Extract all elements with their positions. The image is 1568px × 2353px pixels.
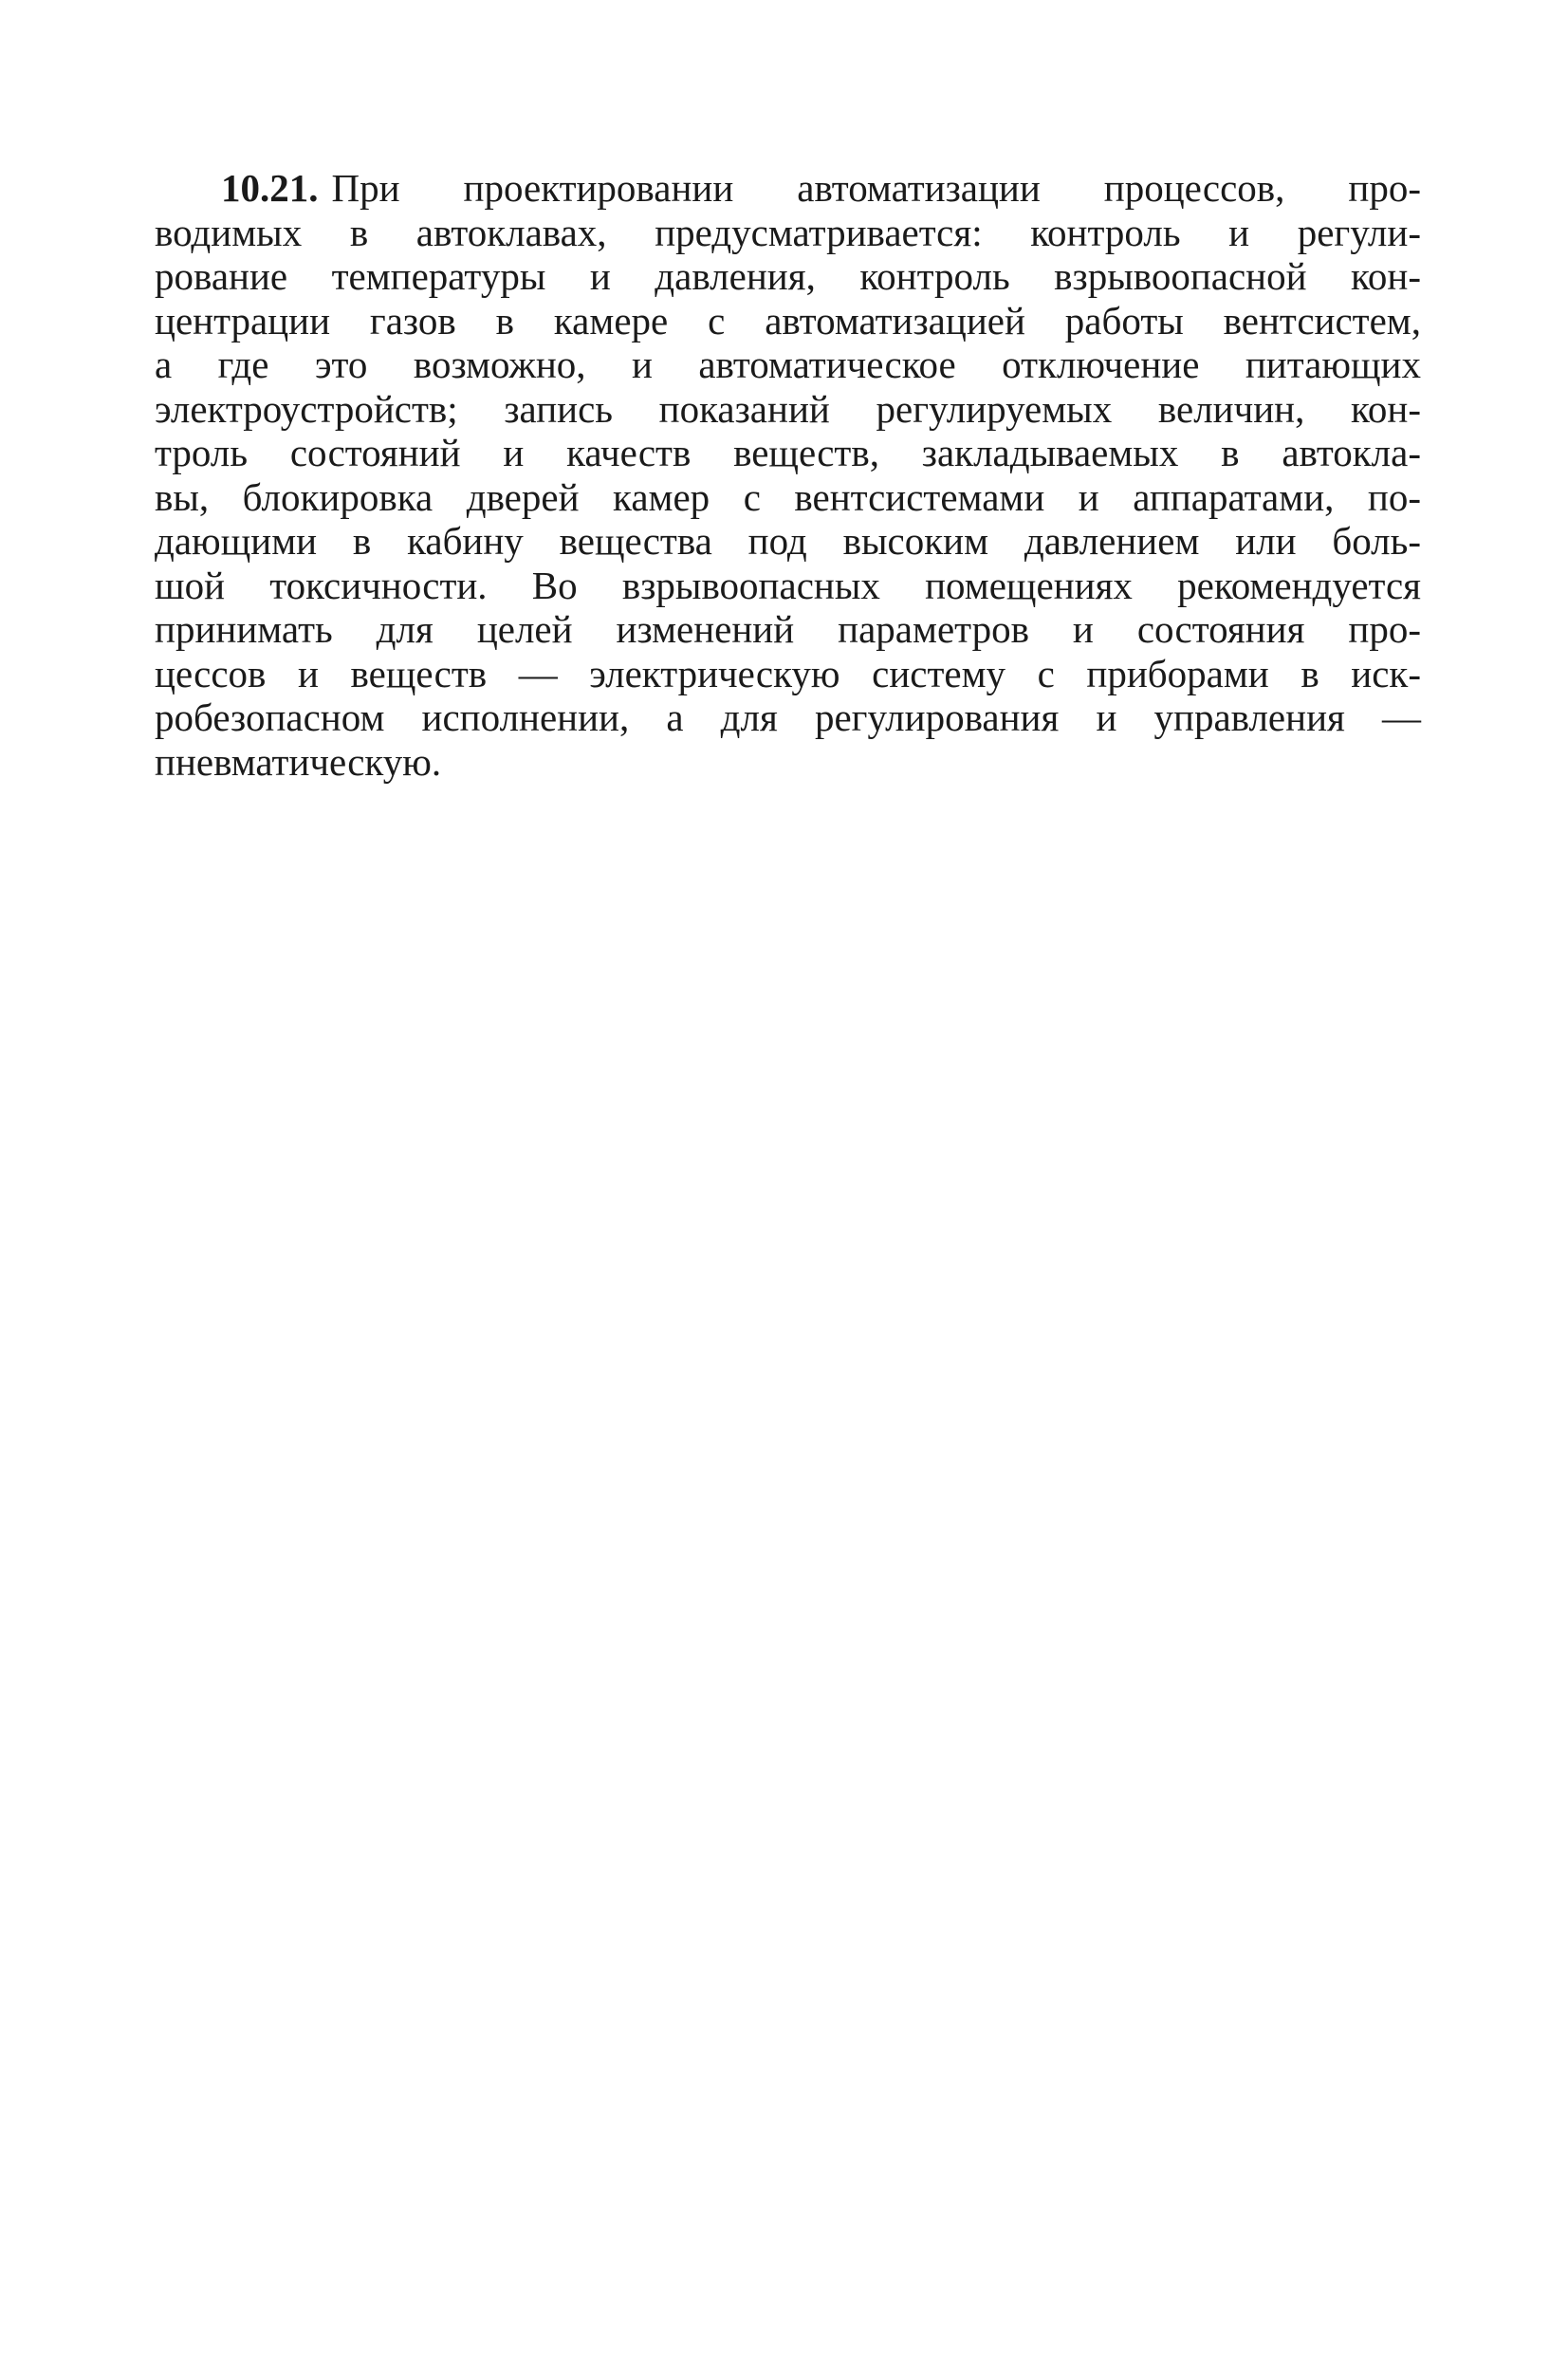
paragraph-line: вы, блокировка дверей камер с вентсистемами и аппаратами, по- <box>155 474 1421 519</box>
paragraph-line-text: При проектировании автоматизации процессов, про- <box>331 166 1421 210</box>
paragraph-line: электроустройств; запись показаний регулируемых величин, кон- <box>155 386 1421 431</box>
paragraph-number: 10.21. <box>221 166 319 210</box>
paragraph-line: а где это возможно, и автоматическое отключение питающих <box>155 343 1421 386</box>
paragraph-line: цессов и веществ — электрическую систему с приборами в иск- <box>155 651 1421 695</box>
paragraph-line: пневматическую. <box>155 739 442 784</box>
paragraph-line: троль состояний и качеств веществ, закладываемых в автокла- <box>155 431 1421 474</box>
paragraph-line: принимать для целей изменений параметров и состояния про- <box>155 607 1421 651</box>
paragraph-line: шой токсичности. Во взрывоопасных помещениях рекомендуется <box>155 563 1421 607</box>
paragraph-line: центрации газов в камере с автоматизацией работы вентсистем, <box>155 298 1421 343</box>
paragraph-line: дающими в кабину вещества под высоким давлением или боль- <box>155 519 1421 563</box>
paragraph-line: водимых в автоклавах, предусматривается: контроль и регули- <box>155 210 1421 254</box>
paragraph-line: робезопасном исполнении, а для регулирования и управления — <box>155 695 1421 739</box>
paragraph-line <box>155 166 1421 211</box>
paragraph-line: рование температуры и давления, контроль взрывоопасной кон- <box>155 254 1421 298</box>
paragraph-10-21 <box>155 166 1421 784</box>
